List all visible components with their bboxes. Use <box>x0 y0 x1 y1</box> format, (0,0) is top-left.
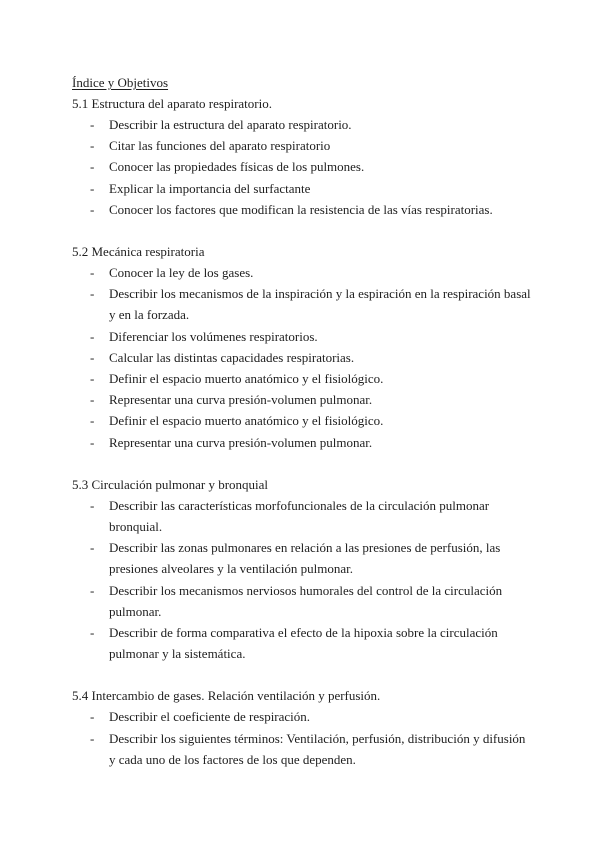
section-heading: 5.2 Mecánica respiratoria <box>72 244 205 260</box>
objective-list <box>72 262 532 453</box>
list-item: - Describir de forma comparativa el efecto de la hipoxia sobre la circulación pulmonar y la sistemática. <box>90 625 498 662</box>
section-5-3 <box>72 474 532 665</box>
section-5-1 <box>72 93 532 220</box>
objective-list <box>72 495 532 665</box>
list-item: - Describir los mecanismos de la inspiración y la espiración en la respiración basal y en la forzada. <box>90 286 531 323</box>
list-item: - Describir las zonas pulmonares en relación a las presiones de perfusión, las presiones alveolares y la ventilación pulmonar. <box>90 540 501 577</box>
section-5-2 <box>72 241 532 453</box>
list-item: - Describir los mecanismos nerviosos humorales del control de la circulación pulmonar. <box>90 582 503 619</box>
document-title: Índice y Objetivos <box>72 75 169 90</box>
list-item: - Definir el espacio muerto anatómico y el fisiológico. <box>90 413 384 429</box>
list-item: - Describir el coeficiente de respiración. <box>90 709 311 725</box>
list-item: - Describir la estructura del aparato respiratorio. <box>90 117 352 132</box>
section-gap <box>72 220 532 241</box>
section-5-4 <box>72 685 532 770</box>
list-item: - Definir el espacio muerto anatómico y el fisiológico. <box>90 371 384 387</box>
section-heading: 5.4 Intercambio de gases. Relación ventilación y perfusión. <box>72 688 381 704</box>
list-item: - Calcular las distintas capacidades respiratorias. <box>90 349 355 365</box>
list-item: - Explicar la importancia del surfactante <box>90 180 311 196</box>
section-heading: 5.1 Estructura del aparato respiratorio. <box>72 96 272 111</box>
list-item: - Conocer los factores que modifican la resistencia de las vías respiratorias. <box>90 201 493 217</box>
document-page <box>72 72 532 770</box>
list-item: - Describir los siguientes términos: Ventilación, perfusión, distribución y difusión y cada uno de los factores de los que dependen. <box>90 730 526 767</box>
list-item: - Conocer las propiedades físicas de los pulmones. <box>90 159 365 175</box>
objective-list <box>72 114 532 220</box>
section-gap <box>72 453 532 474</box>
list-item: - Representar una curva presión-volumen pulmonar. <box>90 392 373 408</box>
list-item: - Diferenciar los volúmenes respiratorios. <box>90 328 318 344</box>
list-item: - Describir las características morfofuncionales de la circulación pulmonar bronquial. <box>90 497 490 535</box>
section-gap <box>72 664 532 685</box>
list-item: - Conocer la ley de los gases. <box>90 265 254 281</box>
objective-list <box>72 706 532 770</box>
list-item: - Citar las funciones del aparato respiratorio <box>90 138 331 154</box>
section-heading: 5.3 Circulación pulmonar y bronquial <box>72 476 269 492</box>
list-item: - Representar una curva presión-volumen pulmonar. <box>90 434 373 450</box>
